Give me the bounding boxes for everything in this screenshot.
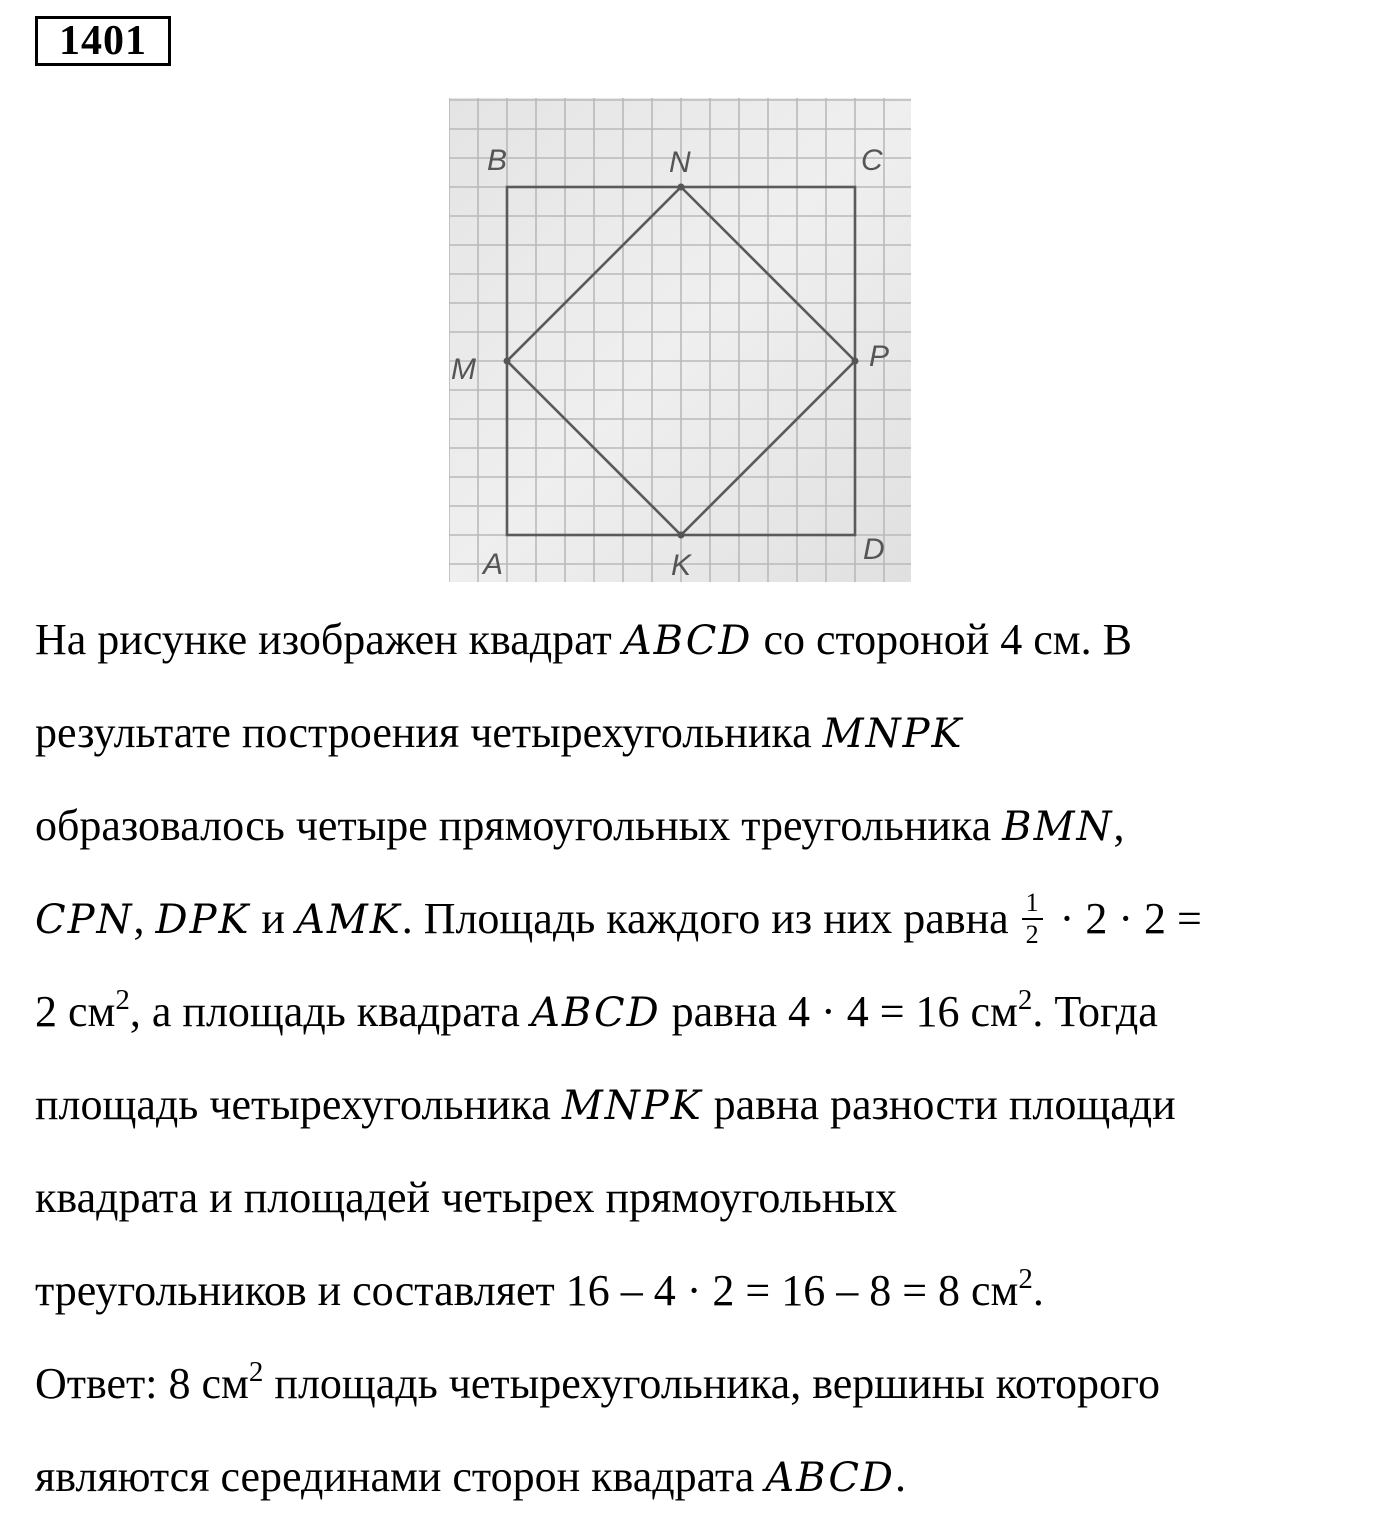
- solution-line-7: квадрата и площадей четырех прямоугольных: [35, 1173, 897, 1222]
- problem-number: 1401: [35, 16, 171, 66]
- point-m-dot: [504, 358, 511, 365]
- solution-text: [35, 593, 1375, 1523]
- label-m: M: [451, 353, 476, 386]
- solution-line-4: CPN, DPK и AMK. Площадь каждого из них равна $\frac{1}{2}$ · 2 · 2 =: [35, 887, 1202, 949]
- point-p-dot: [852, 358, 859, 365]
- label-p: P: [869, 340, 890, 373]
- point-k-dot: [678, 532, 685, 539]
- label-a: A: [483, 548, 504, 581]
- label-n: N: [669, 146, 691, 179]
- label-d: D: [863, 533, 885, 566]
- graph-paper-figure: [449, 98, 911, 582]
- solution-line-2: результате построения четырехугольника MNPK: [35, 708, 964, 757]
- answer-line-2: являются серединами сторон квадрата ABCD.: [35, 1452, 906, 1501]
- label-c: C: [861, 144, 883, 177]
- solution-line-1: На рисунке изображен квадрат ABCD со стороной 4 см. В: [35, 615, 1132, 664]
- solution-line-5: 2 $см^2$, а площадь квадрата ABCD равна 4 · 4 = 16 $см^2$. Тогда: [35, 984, 1158, 1036]
- solution-line-8: треугольников и составляет 16 – 4 · 2 = 16 – 8 = 8 $см^2$.: [35, 1263, 1044, 1315]
- fraction-one-half: $\frac{1}{2}$: [1022, 888, 1043, 950]
- point-n-dot: [678, 184, 685, 191]
- solution-line-3: образовалось четыре прямоугольных треугольника BMN,: [35, 801, 1125, 850]
- label-k: K: [671, 549, 692, 582]
- label-b: B: [487, 144, 508, 177]
- answer-line-1: Ответ: 8 $см^2$ площадь четырехугольника, вершины которого: [35, 1356, 1160, 1408]
- solution-line-6: площадь четырехугольника MNPK равна разности площади: [35, 1080, 1176, 1129]
